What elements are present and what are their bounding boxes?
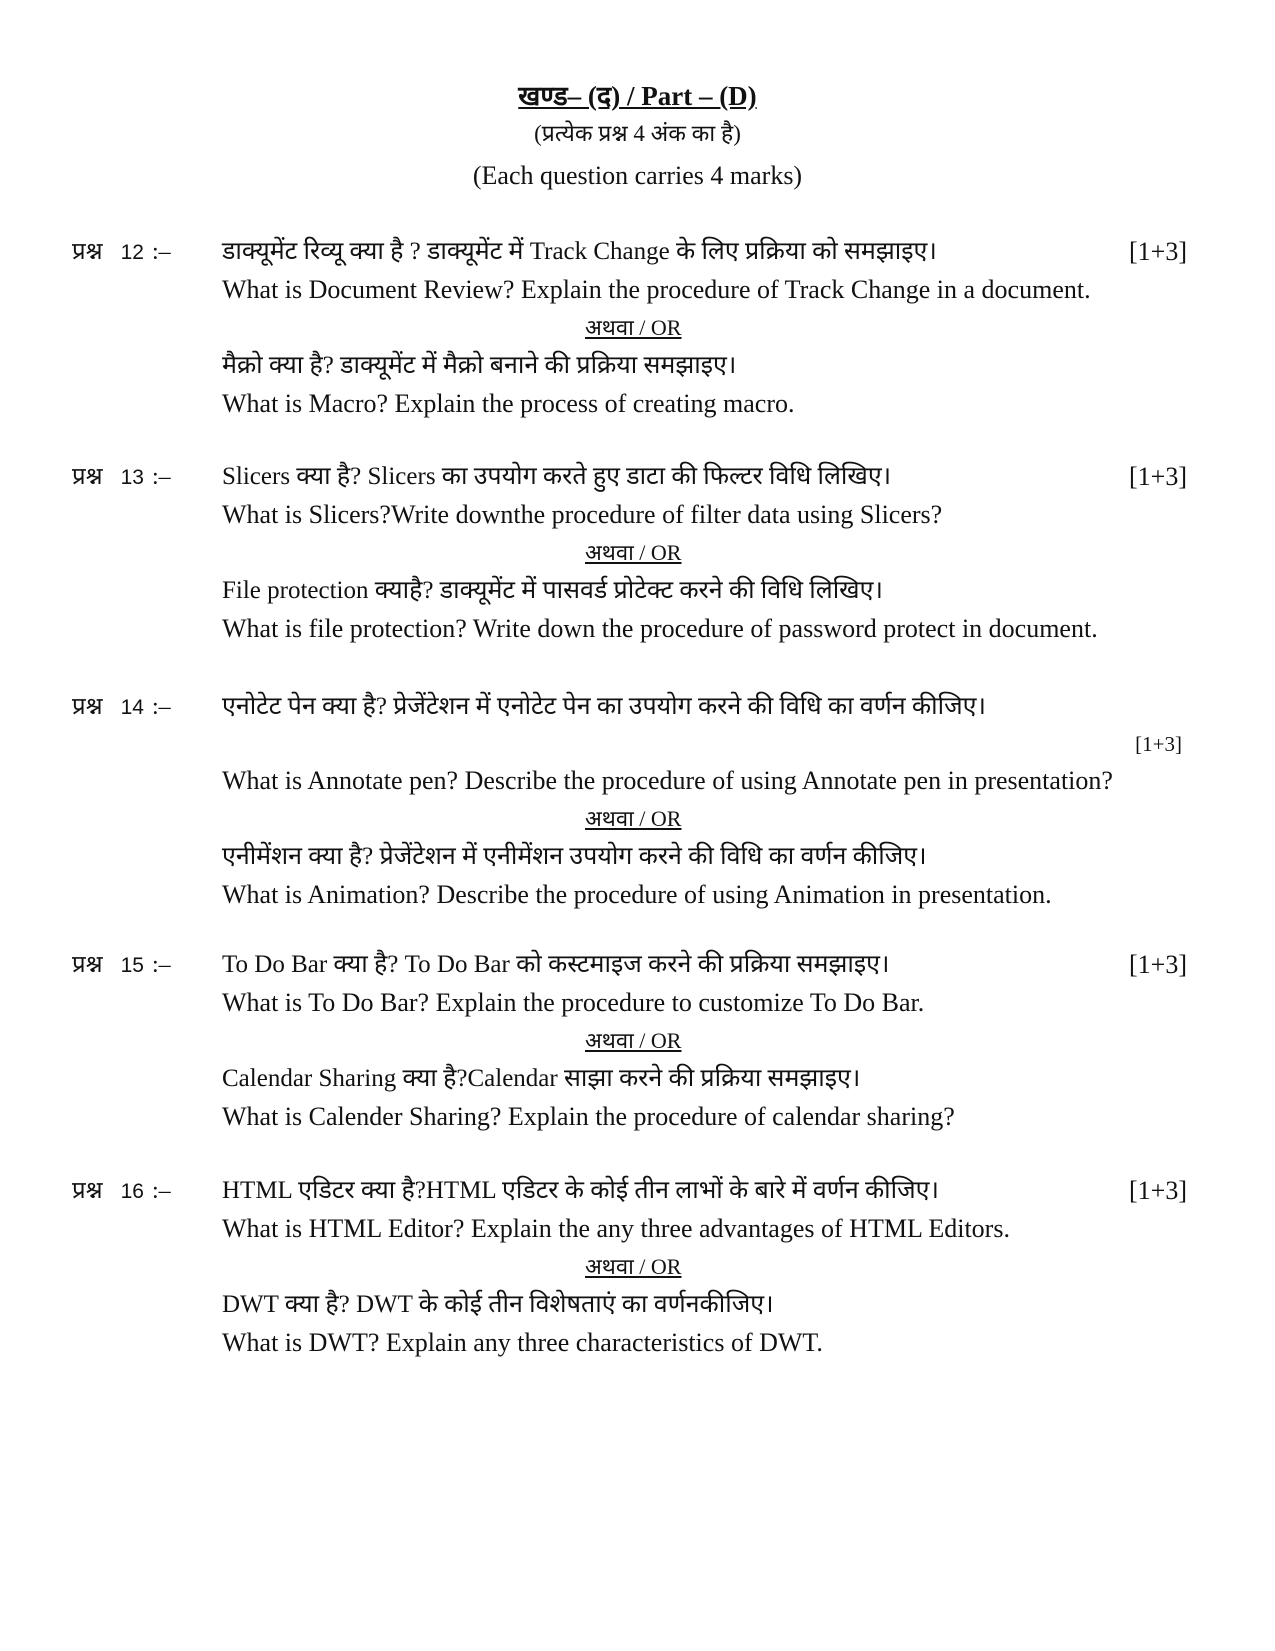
question-marks: [1+3]: [1129, 462, 1187, 491]
question-separator: :–: [151, 1178, 171, 1204]
question-separator: :–: [151, 952, 171, 978]
section-header: [0, 78, 1275, 198]
question-text-hindi: डाक्यूमेंट रिव्यू क्या है ? डाक्यूमेंट में Track Change के लिए प्रक्रिया को समझाइए।: [222, 238, 937, 265]
alt-question-text-hindi: DWT क्या है? DWT के कोई तीन विशेषताएं का वर्णनकीजिए।: [222, 1291, 774, 1318]
question-body: [222, 946, 1187, 1136]
question-marks: [1+3]: [1135, 732, 1182, 756]
question-label: [72, 458, 171, 497]
question-text-hindi: HTML एडिटर क्या है?HTML एडिटर के कोई तीन लाभों के बारे में वर्णन कीजिए।: [222, 1177, 939, 1204]
question-body: [222, 1172, 1187, 1362]
alt-question-text-english: What is Calender Sharing? Explain the procedure of calendar sharing?: [222, 1102, 955, 1131]
question-number: 15: [120, 954, 144, 977]
question-body: [222, 233, 1187, 423]
alt-question-text-hindi: File protection क्याहै? डाक्यूमेंट में पासवर्ड प्रोटेक्ट करने की विधि लिखिए।: [222, 577, 883, 604]
question-word: प्रश्न: [72, 239, 103, 265]
question-text-english: What is HTML Editor? Explain the any three advantages of HTML Editors.: [222, 1214, 1010, 1243]
question-text-english: What is Slicers?Write downthe procedure of filter data using Slicers?: [222, 500, 943, 529]
question-marks: [1+3]: [1129, 1176, 1187, 1205]
question-text-english: What is Document Review? Explain the procedure of Track Change in a document.: [222, 275, 1091, 304]
marks-note-english: (Each question carries 4 marks): [472, 161, 803, 190]
alt-question-text-hindi: Calendar Sharing क्या है?Calendar साझा करने की प्रक्रिया समझाइए।: [222, 1065, 861, 1092]
question-label: [72, 1172, 171, 1211]
or-separator: अथवा / OR: [585, 1254, 682, 1279]
question-word: प्रश्न: [72, 952, 103, 978]
question-text-hindi: एनोटेट पेन क्या है? प्रेजेंटेशन में एनोटेट पेन का उपयोग करने की विधि का वर्णन कीजिए।: [222, 693, 986, 720]
question-text-hindi: Slicers क्या है? Slicers का उपयोग करते हुए डाटा की फिल्टर विधि लिखिए।: [222, 463, 892, 490]
alt-question-text-english: What is DWT? Explain any three characteristics of DWT.: [222, 1328, 823, 1357]
part-title: खण्ड– (द) / Part – (D): [518, 81, 757, 111]
question-marks: [1+3]: [1129, 237, 1187, 266]
alt-question-text-hindi: एनीमेंशन क्या है? प्रेजेंटेशन में एनीमेंशन उपयोग करने की विधि का वर्णन कीजिए।: [222, 843, 927, 870]
question-number: 16: [120, 1180, 144, 1203]
question-label: [72, 688, 171, 727]
question-number: 12: [120, 241, 144, 264]
question-number: 14: [120, 696, 144, 719]
question-separator: :–: [151, 239, 171, 265]
question-text-english: What is Annotate pen? Describe the procedure of using Annotate pen in presentation?: [222, 766, 1113, 795]
question-marks: [1+3]: [1129, 950, 1187, 979]
or-separator: अथवा / OR: [585, 806, 682, 831]
or-separator: अथवा / OR: [585, 540, 682, 565]
or-separator: अथवा / OR: [585, 315, 682, 340]
question-separator: :–: [151, 694, 171, 720]
question-separator: :–: [151, 464, 171, 490]
question-number: 13: [120, 466, 144, 489]
question-body: [222, 688, 1187, 914]
alt-question-text-english: What is Macro? Explain the process of creating macro.: [222, 389, 795, 418]
question-label: [72, 946, 171, 985]
question-text-hindi: To Do Bar क्या है? To Do Bar को कस्टमाइज करने की प्रक्रिया समझाइए।: [222, 951, 890, 978]
question-label: [72, 233, 171, 272]
question-word: प्रश्न: [72, 694, 103, 720]
question-body: [222, 458, 1187, 648]
question-word: प्रश्न: [72, 1178, 103, 1204]
marks-note-hindi: (प्रत्येक प्रश्न 4 अंक का है): [534, 121, 741, 146]
question-text-english: What is To Do Bar? Explain the procedure to customize To Do Bar.: [222, 988, 925, 1017]
alt-question-text-english: What is file protection? Write down the procedure of password protect in document.: [222, 614, 1098, 643]
question-word: प्रश्न: [72, 464, 103, 490]
alt-question-text-english: What is Animation? Describe the procedure of using Animation in presentation.: [222, 880, 1052, 909]
or-separator: अथवा / OR: [585, 1028, 682, 1053]
alt-question-text-hindi: मैक्रो क्या है? डाक्यूमेंट में मैक्रो बनाने की प्रक्रिया समझाइए।: [222, 352, 737, 379]
